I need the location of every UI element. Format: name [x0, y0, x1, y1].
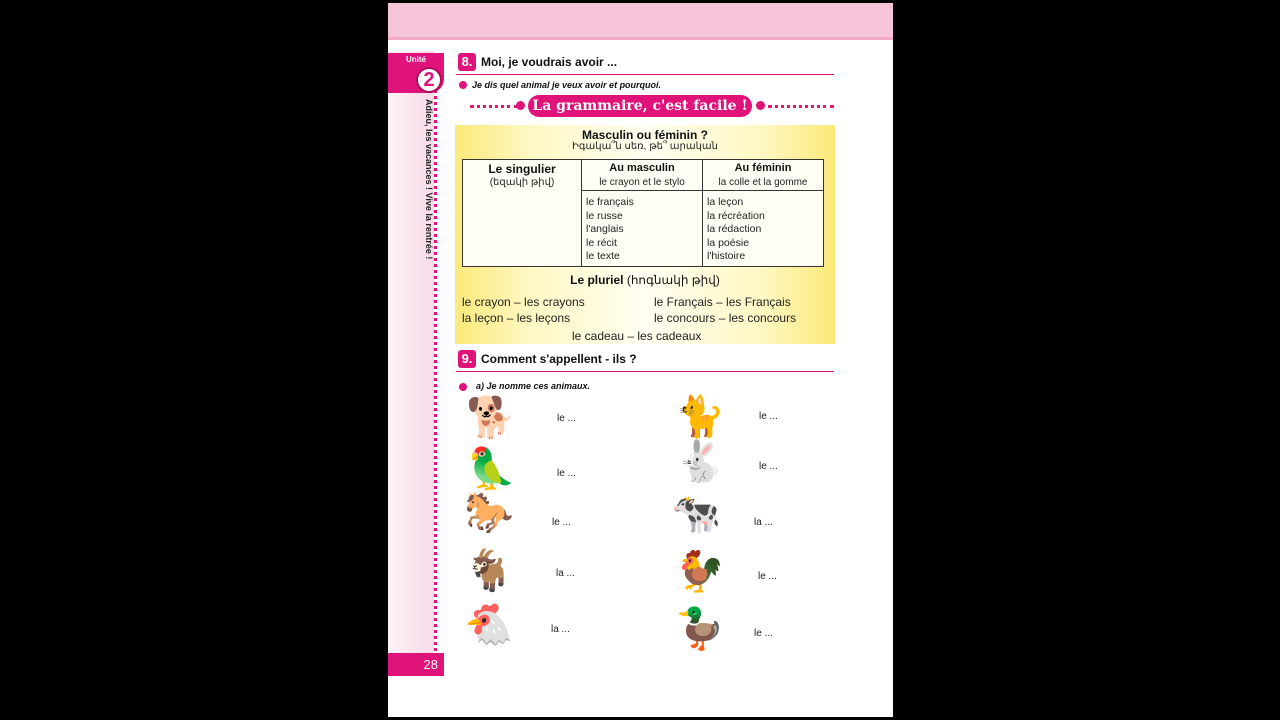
animal-article: la ...	[754, 517, 773, 528]
column-heading: Le singulier	[488, 162, 556, 176]
exercise-8-number: 8.	[458, 53, 476, 71]
plural-example: le concours – les concours	[654, 311, 797, 325]
exercise-9-underline	[456, 371, 834, 372]
parrot-icon: 🦜	[466, 447, 516, 491]
column-heading: Au féminin	[734, 162, 792, 174]
duck-icon: 🦆	[675, 607, 725, 651]
grammar-banner: La grammaire, c'est facile !	[528, 95, 752, 117]
rooster-icon: 🐓	[675, 550, 725, 594]
exercise-8-underline	[456, 74, 834, 75]
plural-example: le cadeau – les cadeaux	[572, 329, 702, 343]
list-item: l'histoire	[707, 250, 746, 262]
cow-icon: 🐄	[671, 492, 721, 536]
top-band	[388, 3, 893, 40]
grammar-box	[455, 125, 835, 344]
animal-article: la ...	[551, 624, 570, 635]
banner-dots-right	[768, 105, 834, 108]
plural-example: le crayon – les crayons	[462, 295, 585, 309]
column-subheading: (եզակի թիվ)	[489, 177, 555, 188]
animal-article: le ...	[759, 411, 778, 422]
bullet-icon	[459, 383, 467, 391]
masculine-list	[586, 196, 634, 264]
exercise-9-title: Comment s'appellent - ils ?	[481, 352, 637, 366]
column-subheading: le crayon et le stylo	[599, 177, 685, 188]
column-feminine	[703, 160, 823, 266]
exercise-8-instruction: Je dis quel animal je veux avoir et pourquoi.	[472, 80, 662, 90]
animal-article: le ...	[759, 461, 778, 472]
list-item: le français	[586, 196, 634, 208]
cat-icon: 🐈	[675, 395, 725, 439]
horse-icon: 🐎	[464, 491, 514, 535]
plural-example: la leçon – les leçons	[462, 311, 571, 325]
animal-article: le ...	[552, 517, 571, 528]
unit-number: 2	[416, 67, 442, 93]
list-item: la rédaction	[707, 223, 762, 235]
unit-label: Unité	[406, 55, 426, 64]
animal-article: le ...	[557, 468, 576, 479]
textbook-page	[388, 3, 893, 717]
column-heading: Au masculin	[609, 162, 675, 174]
grammar-subtitle: Իգակա՞ն սեռ, թե՞ արական	[572, 141, 718, 152]
list-item: l'anglais	[586, 223, 624, 235]
feminine-list	[707, 196, 765, 264]
list-item: la poésie	[707, 236, 750, 249]
list-item: le russe	[586, 209, 623, 222]
hen-icon: 🐔	[464, 603, 514, 647]
goat-icon: 🐐	[464, 549, 514, 593]
animal-article: le ...	[557, 413, 576, 424]
exercise-9-instruction: a) Je nomme ces animaux.	[476, 381, 591, 391]
plural-heading: Le pluriel	[570, 273, 624, 287]
exercise-8-title: Moi, je voudrais avoir ...	[481, 55, 618, 69]
list-item: la leçon	[707, 196, 744, 208]
sidebar-dotted-line	[434, 61, 437, 651]
banner-dots-left	[470, 105, 518, 108]
list-item: le texte	[586, 250, 620, 262]
column-masculine	[582, 160, 702, 266]
list-item: la récréation	[707, 209, 765, 222]
list-item: le récit	[586, 236, 617, 249]
rabbit-icon: 🐇	[675, 440, 725, 484]
plural-subheading: (հոգնակի թիվ)	[626, 273, 720, 287]
plural-example: le Français – les Français	[654, 295, 791, 309]
plural-title	[455, 273, 835, 287]
gender-table	[462, 159, 824, 267]
column-subheading: la colle et la gomme	[718, 177, 808, 188]
grammar-title: Masculin ou féminin ?	[581, 128, 708, 142]
animal-article: le ...	[758, 571, 777, 582]
page-number: 28	[423, 657, 438, 672]
bullet-icon	[459, 81, 467, 89]
exercise-9-number: 9.	[458, 350, 476, 368]
banner-dot-left	[516, 101, 525, 110]
animal-article: le ...	[754, 628, 773, 639]
dog-icon: 🐕	[466, 396, 516, 440]
banner-dot-right	[756, 101, 765, 110]
unit-title: Adieu, les vacances ! Vive la rentrée !	[424, 99, 434, 260]
column-singular	[463, 160, 581, 266]
animal-article: la ...	[556, 568, 575, 579]
